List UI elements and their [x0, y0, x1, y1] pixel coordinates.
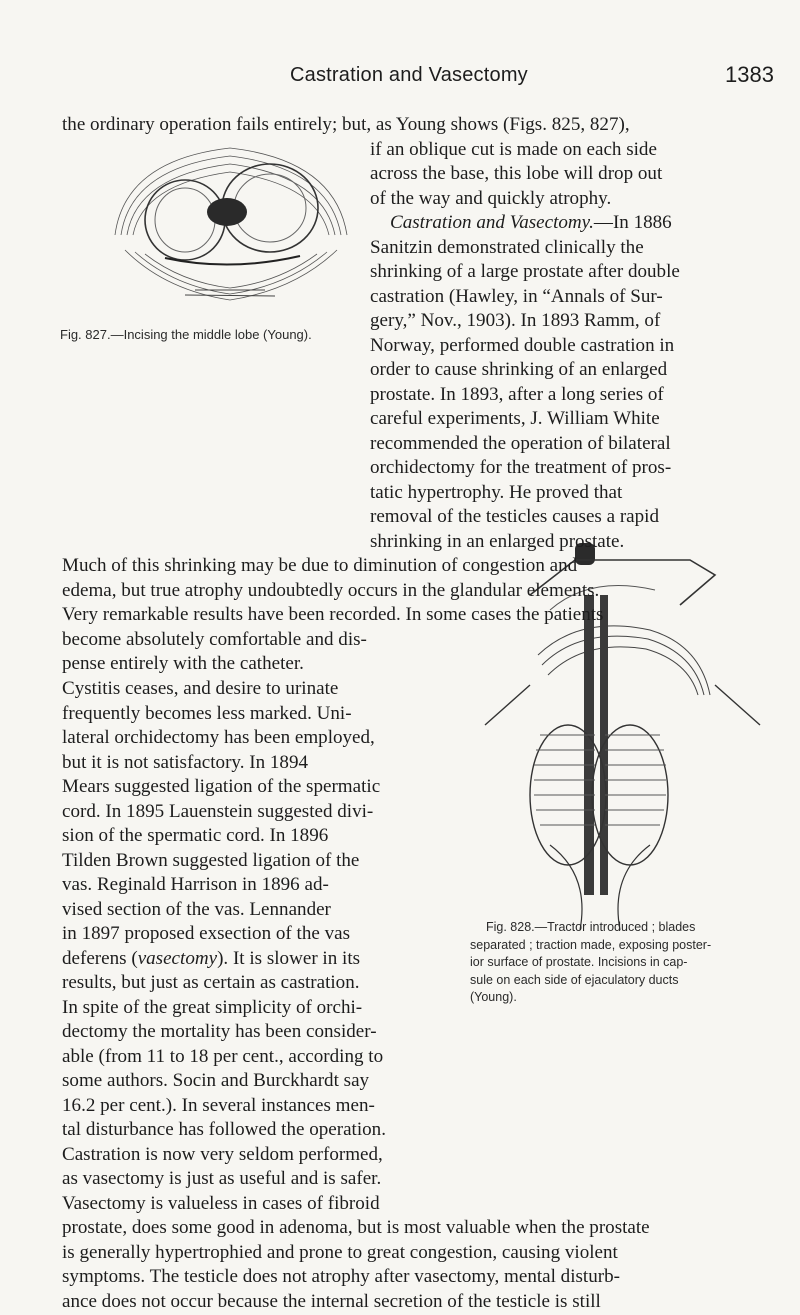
- text-line: but it is not satisfactory. In 1894: [62, 751, 309, 773]
- text-line: order to cause shrinking of an enlarged: [370, 359, 668, 381]
- text-line-segment: —In 1886: [593, 212, 672, 234]
- text-line: Sanitzin demonstrated clinically the: [370, 236, 644, 258]
- text-line: of the way and quickly atrophy.: [370, 187, 612, 209]
- text-line: is generally hypertrophied and prone to great congestion, causing violent: [62, 1241, 618, 1263]
- text-line: in 1897 proposed exsection of the vas: [62, 923, 350, 945]
- text-line: recommended the operation of bilateral: [370, 432, 671, 454]
- text-line: the ordinary operation fails entirely; but, as Young shows (Figs. 825, 827),: [62, 114, 630, 135]
- text-line: pense entirely with the catheter.: [62, 653, 304, 675]
- text-line: 16.2 per cent.). In several instances men-: [62, 1094, 375, 1116]
- text-line: Cystitis ceases, and desire to urinate: [62, 677, 339, 699]
- text-line: become absolutely comfortable and dis-: [62, 628, 367, 650]
- text-line: shrinking in an enlarged prostate.: [370, 530, 625, 552]
- text-line: frequently becomes less marked. Uni-: [62, 702, 352, 724]
- figure-828-caption-line: separated ; traction made, exposing poster-: [470, 937, 712, 952]
- text-line: results, but just as certain as castration.: [62, 972, 360, 994]
- text-line: Norway, performed double castration in: [370, 334, 675, 356]
- text-line: Mears suggested ligation of the spermatic: [62, 776, 381, 798]
- text-line: as vasectomy is just as useful and is safer.: [62, 1168, 382, 1190]
- text-line: dectomy the mortality has been consider-: [62, 1021, 377, 1043]
- text-line-segment: deferens (: [62, 947, 138, 969]
- text-line: prostate. In 1893, after a long series of: [370, 383, 664, 405]
- text-line: removal of the testicles causes a rapid: [370, 506, 659, 528]
- section-heading: Castration and Vasectomy.: [390, 212, 594, 234]
- text-line: Much of this shrinking may be due to diminution of congestion and: [62, 555, 578, 577]
- figure-828-caption-line: (Young).: [470, 990, 517, 1005]
- text-line: Very remarkable results have been recorded. In some cases the patients: [62, 604, 604, 626]
- text-line: tatic hypertrophy. He proved that: [370, 481, 623, 503]
- text-line: In spite of the great simplicity of orchi-: [62, 996, 363, 1018]
- text-line: edema, but true atrophy undoubtedly occurs in the glandular elements.: [62, 579, 600, 601]
- text-line: sion of the spermatic cord. In 1896: [62, 825, 329, 847]
- text-line: Castration is now very seldom performed,: [62, 1143, 383, 1165]
- figure-828-caption-line: sule on each side of ejaculatory ducts: [470, 972, 679, 987]
- text-line-segment: ). It is slower in its: [217, 947, 361, 969]
- text-line: tal disturbance has followed the operation.: [62, 1119, 386, 1141]
- text-line: castration (Hawley, in “Annals of Sur-: [370, 285, 663, 307]
- text-line: vised section of the vas. Lennander: [62, 898, 331, 920]
- figure-828-caption: [470, 919, 770, 1007]
- text-line: across the base, this lobe will drop out: [370, 163, 663, 185]
- text-line: vas. Reginald Harrison in 1896 ad-: [62, 874, 329, 896]
- text-line: lateral orchidectomy has been employed,: [62, 727, 375, 749]
- page-header: [0, 64, 800, 96]
- text-line: some authors. Socin and Burckhardt say: [62, 1070, 370, 1092]
- emphasis-term: vasectomy: [137, 947, 218, 969]
- text-line: cord. In 1895 Lauenstein suggested divi-: [62, 800, 374, 822]
- text-line: gery,” Nov., 1903). In 1893 Ramm, of: [370, 310, 661, 332]
- text-line: Tilden Brown suggested ligation of the: [62, 849, 360, 871]
- text-line: orchidectomy for the treatment of pros-: [370, 457, 672, 479]
- text-line: if an oblique cut is made on each side: [370, 138, 657, 160]
- text-line: prostate, does some good in adenoma, but is most valuable when the prostate: [62, 1217, 650, 1239]
- figure-828-caption-line: Fig. 828.—Tractor introduced ; blades: [486, 920, 696, 935]
- figure-828-caption-line: ior surface of prostate. Incisions in cap-: [470, 955, 688, 970]
- figure-827-caption: Fig. 827.—Incising the middle lobe (Young).: [60, 327, 312, 343]
- running-head: Castration and Vasectomy: [290, 64, 528, 86]
- text-line: [390, 211, 672, 236]
- text-line: able (from 11 to 18 per cent., according to: [62, 1045, 384, 1067]
- text-line: symptoms. The testicle does not atrophy after vasectomy, mental disturb-: [62, 1266, 620, 1288]
- page-number: 1383: [725, 62, 774, 87]
- text-line: ance does not occur because the internal secretion of the testicle is still: [62, 1291, 601, 1312]
- figure-827-illustration: [105, 140, 355, 310]
- text-line: Vasectomy is valueless in cases of fibroid: [62, 1192, 380, 1214]
- text-line: [62, 947, 360, 972]
- text-line: shrinking of a large prostate after double: [370, 261, 680, 283]
- text-line: careful experiments, J. William White: [370, 408, 660, 430]
